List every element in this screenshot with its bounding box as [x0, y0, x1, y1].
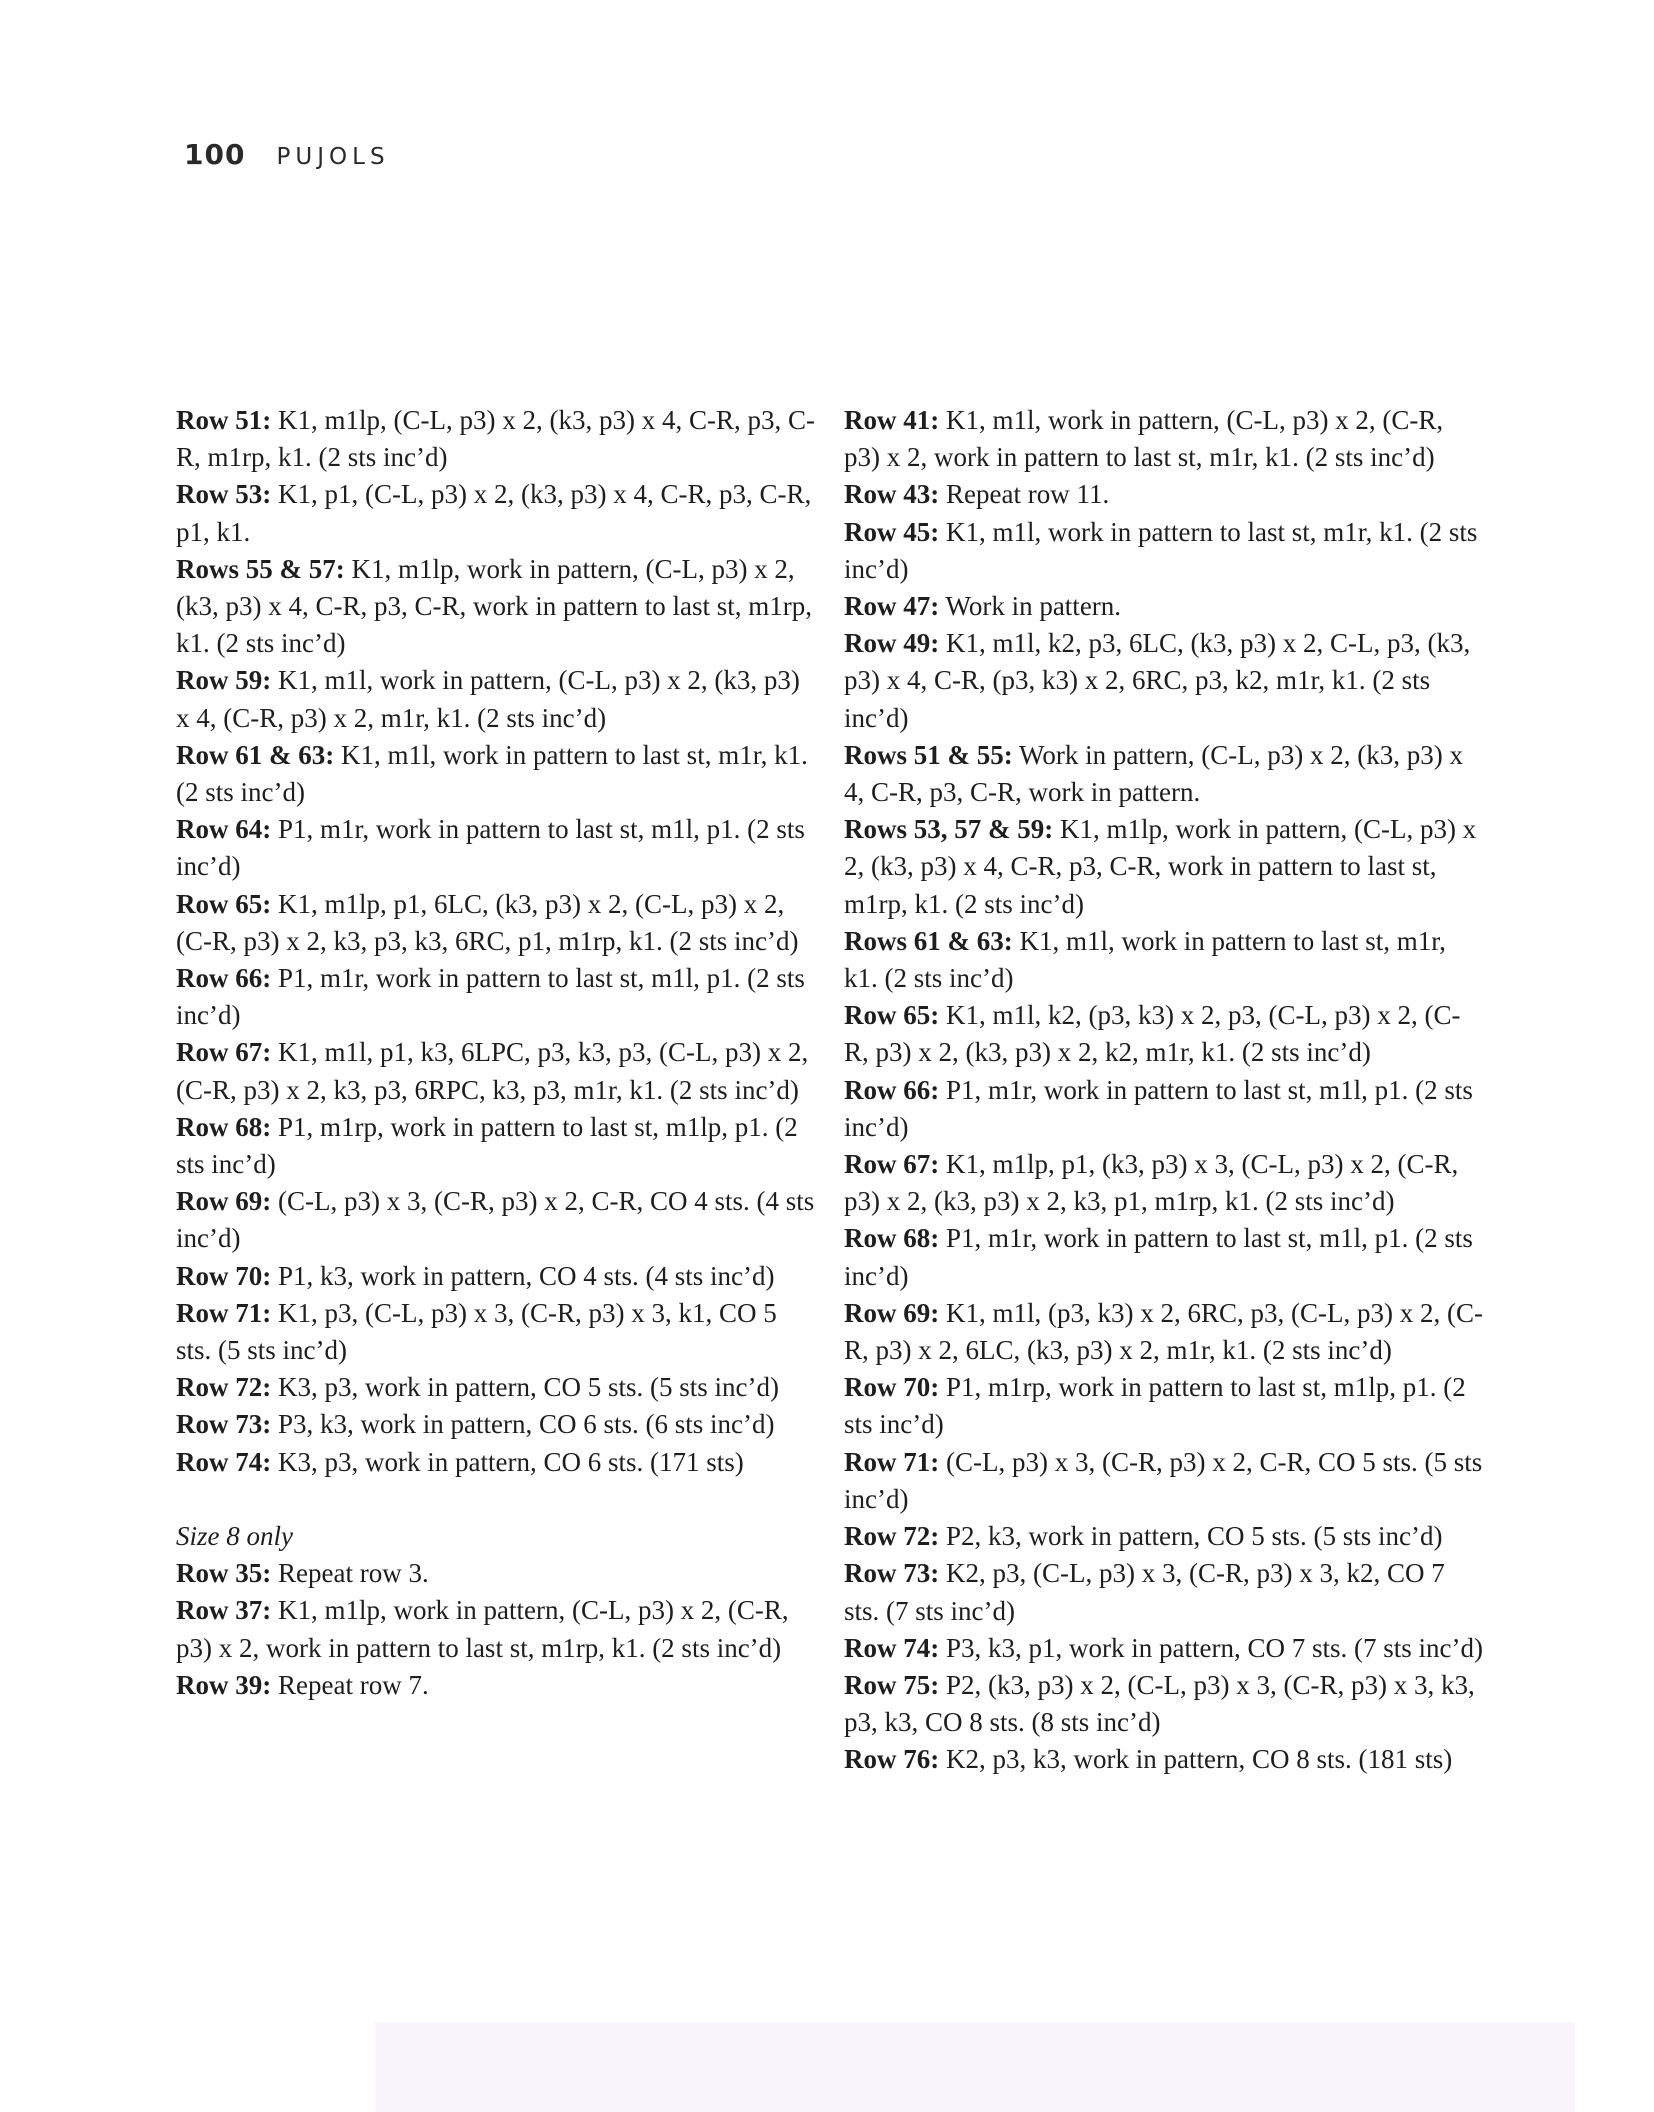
row-instruction: K2, p3, (C-L, p3) x 3, (C-R, p3) x 3, k2, CO 7 sts. (7 sts inc’d) [844, 1558, 1445, 1626]
row-label: Row 73: [844, 1558, 940, 1589]
instruction-row [176, 737, 816, 811]
row-instruction: K1, m1l, (p3, k3) x 2, 6RC, p3, (C-L, p3) x 2, (C-R, p3) x 2, 6LC, (k3, p3) x 2, m1r, k1. (2 sts inc’d) [844, 1297, 1483, 1366]
row-label: Row 39: [176, 1669, 272, 1700]
instruction-row [844, 997, 1484, 1071]
row-instruction: P1, m1r, work in pattern to last st, m1l, p1. (2 sts inc’d) [844, 1074, 1473, 1142]
size-entries [176, 1555, 816, 1704]
row-label: Rows 55 & 57: [176, 553, 345, 584]
row-instruction: K1, p3, (C-L, p3) x 3, (C-R, p3) x 3, k1, CO 5 sts. (5 sts inc’d) [176, 1297, 777, 1366]
instruction-row [176, 960, 816, 1034]
row-instruction: K1, m1lp, p1, 6LC, (k3, p3) x 2, (C-L, p3) x 2, (C-R, p3) x 2, k3, p3, k3, 6RC, p1, m1rp, k1. (2 sts inc’d) [176, 888, 799, 956]
row-label: Rows 51 & 55: [844, 739, 1013, 770]
page-header [184, 138, 390, 171]
row-instruction: K1, m1lp, work in pattern, (C-L, p3) x 2, (C-R, p3) x 2, work in pattern to last st, m1rp, k1. (2 sts inc’d) [176, 1595, 789, 1663]
row-label: Row 64: [176, 814, 272, 845]
page-number: 100 [184, 138, 246, 171]
row-label: Row 69: [844, 1297, 940, 1328]
instruction-row [176, 551, 816, 663]
row-instruction: K1, p1, (C-L, p3) x 2, (k3, p3) x 4, C-R, p3, C-R, p1, k1. [176, 479, 812, 547]
row-label: Row 65: [844, 1000, 940, 1031]
running-title: PUJOLS [276, 144, 390, 170]
row-instruction: K1, m1l, work in pattern to last st, m1r, k1. (2 sts inc’d) [844, 516, 1478, 584]
row-instruction: P3, k3, p1, work in pattern, CO 7 sts. (7 sts inc’d) [939, 1632, 1483, 1663]
instruction-row [844, 625, 1484, 737]
row-instruction: K2, p3, k3, work in pattern, CO 8 sts. (181 sts) [939, 1744, 1453, 1775]
instruction-row [844, 514, 1484, 588]
instruction-row [176, 1592, 816, 1666]
row-label: Row 65: [176, 888, 272, 919]
row-instruction: P2, k3, work in pattern, CO 5 sts. (5 sts inc’d) [939, 1521, 1443, 1552]
instruction-row [844, 1072, 1484, 1146]
size-heading: Size 8 only [176, 1520, 293, 1551]
row-instruction: P3, k3, work in pattern, CO 6 sts. (6 sts inc’d) [271, 1409, 775, 1440]
row-instruction: K1, m1l, k2, p3, 6LC, (k3, p3) x 2, C-L, p3, (k3, p3) x 4, C-R, (p3, k3) x 2, 6RC, p3, k2, m1r, k1. (2 sts inc’d) [844, 628, 1471, 733]
row-label: Row 67: [844, 1149, 940, 1180]
row-label: Row 71: [844, 1446, 940, 1477]
row-instruction: Work in pattern. [939, 591, 1122, 622]
row-instruction: P2, (k3, p3) x 2, (C-L, p3) x 3, (C-R, p3) x 3, k3, p3, k3, CO 8 sts. (8 sts inc’d) [844, 1669, 1475, 1738]
instruction-row [176, 1034, 816, 1108]
instruction-row [844, 1741, 1484, 1778]
instruction-row [176, 1109, 816, 1183]
row-label: Row 70: [844, 1372, 940, 1403]
instruction-row [844, 1667, 1484, 1741]
row-label: Row 53: [176, 479, 272, 510]
instruction-row [844, 402, 1484, 476]
row-label: Row 76: [844, 1744, 940, 1775]
instruction-row [176, 1258, 816, 1295]
instruction-row [844, 476, 1484, 513]
instruction-row [844, 1146, 1484, 1220]
row-label: Row 61 & 63: [176, 739, 335, 770]
row-instruction: K1, m1l, work in pattern to last st, m1r, k1. (2 sts inc’d) [844, 925, 1446, 994]
row-label: Row 69: [176, 1186, 272, 1217]
row-label: Row 68: [844, 1223, 940, 1254]
left-column [176, 402, 816, 1704]
row-instruction: K3, p3, work in pattern, CO 6 sts. (171 sts) [271, 1446, 744, 1477]
row-instruction: (C-L, p3) x 3, (C-R, p3) x 2, C-R, CO 5 sts. (5 sts inc’d) [844, 1446, 1483, 1514]
row-label: Row 37: [176, 1595, 272, 1626]
row-label: Row 35: [176, 1558, 272, 1589]
row-label: Row 43: [844, 479, 940, 510]
instruction-row [844, 1295, 1484, 1369]
instruction-row [844, 1369, 1484, 1443]
instruction-row [176, 476, 816, 550]
row-instruction: K1, m1l, work in pattern, (C-L, p3) x 2, (C-R, p3) x 2, work in pattern to last st, m1r, k1. (2 sts inc’d) [844, 405, 1444, 473]
row-label: Row 45: [844, 516, 940, 547]
row-label: Row 74: [844, 1632, 940, 1663]
row-instruction: Repeat row 7. [271, 1669, 429, 1700]
row-label: Rows 53, 57 & 59: [844, 814, 1054, 845]
instruction-row [176, 1444, 816, 1481]
row-instruction: K3, p3, work in pattern, CO 5 sts. (5 sts inc’d) [271, 1372, 779, 1403]
row-instruction: Repeat row 11. [939, 479, 1110, 510]
row-label: Row 70: [176, 1260, 272, 1291]
row-label: Row 75: [844, 1669, 940, 1700]
instruction-row [176, 811, 816, 885]
row-label: Row 47: [844, 591, 940, 622]
row-instruction: P1, m1rp, work in pattern to last st, m1lp, p1. (2 sts inc’d) [844, 1372, 1466, 1440]
instruction-row [844, 1630, 1484, 1667]
row-instruction: P1, m1r, work in pattern to last st, m1l, p1. (2 sts inc’d) [176, 814, 805, 882]
instruction-row [176, 886, 816, 960]
right-column [844, 402, 1484, 1779]
row-label: Row 66: [844, 1074, 940, 1105]
row-instruction: K1, m1l, work in pattern to last st, m1r, k1. (2 sts inc’d) [176, 739, 808, 808]
instruction-row [176, 662, 816, 736]
decorative-tint-block [375, 2022, 1575, 2112]
instruction-row [176, 1555, 816, 1592]
row-label: Row 72: [844, 1521, 940, 1552]
row-label: Row 73: [176, 1409, 272, 1440]
instruction-row [844, 923, 1484, 997]
row-instruction: P1, m1rp, work in pattern to last st, m1lp, p1. (2 sts inc’d) [176, 1111, 798, 1180]
row-label: Row 68: [176, 1111, 272, 1142]
instruction-row [844, 811, 1484, 923]
row-label: Row 49: [844, 628, 940, 659]
row-label: Row 71: [176, 1297, 272, 1328]
instruction-row [844, 1444, 1484, 1518]
row-instruction: Work in pattern, (C-L, p3) x 2, (k3, p3) x 4, C-R, p3, C-R, work in pattern. [844, 739, 1463, 808]
instruction-row [844, 1220, 1484, 1294]
instruction-row [176, 1295, 816, 1369]
instruction-row [176, 402, 816, 476]
instruction-row [844, 1555, 1484, 1629]
instruction-row [176, 1406, 816, 1443]
row-label: Row 72: [176, 1372, 272, 1403]
row-instruction: P1, m1r, work in pattern to last st, m1l, p1. (2 sts inc’d) [844, 1223, 1473, 1291]
instruction-row [844, 588, 1484, 625]
row-label: Row 51: [176, 405, 272, 435]
row-label: Row 66: [176, 963, 272, 994]
instruction-row [844, 1518, 1484, 1555]
row-instruction: P1, k3, work in pattern, CO 4 sts. (4 sts inc’d) [271, 1260, 775, 1291]
row-label: Row 59: [176, 665, 272, 696]
row-instruction: Repeat row 3. [271, 1558, 429, 1589]
row-label: Rows 61 & 63: [844, 925, 1013, 956]
instruction-row [176, 1183, 816, 1257]
row-label: Row 41: [844, 405, 940, 435]
instruction-row [176, 1369, 816, 1406]
row-instruction: K1, m1lp, p1, (k3, p3) x 3, (C-L, p3) x 2, (C-R, p3) x 2, (k3, p3) x 2, k3, p1, m1rp, k1. (2 sts inc’d) [844, 1149, 1459, 1217]
row-instruction: (C-L, p3) x 3, (C-R, p3) x 2, C-R, CO 4 sts. (4 sts inc’d) [176, 1186, 815, 1254]
row-instruction: K1, m1l, k2, (p3, k3) x 2, p3, (C-L, p3) x 2, (C-R, p3) x 2, (k3, p3) x 2, k2, m1r, k1. (2 sts inc’d) [844, 1000, 1461, 1068]
row-label: Row 74: [176, 1446, 272, 1477]
instruction-row [176, 1667, 816, 1704]
row-instruction: K1, m1lp, work in pattern, (C-L, p3) x 2, (k3, p3) x 4, C-R, p3, C-R, work in pattern to last st, m1rp, k1. (2 sts inc’d) [176, 553, 812, 659]
row-instruction: K1, m1l, work in pattern, (C-L, p3) x 2, (k3, p3) x 4, (C-R, p3) x 2, m1r, k1. (2 sts inc’d) [176, 665, 800, 733]
row-instruction: K1, m1lp, work in pattern, (C-L, p3) x 2, (k3, p3) x 4, C-R, p3, C-R, work in pattern to last st, m1rp, k1. (2 sts inc’d) [844, 814, 1477, 919]
left-entries [176, 402, 816, 1481]
row-instruction: K1, m1lp, (C-L, p3) x 2, (k3, p3) x 4, C-R, p3, C-R, m1rp, k1. (2 sts inc’d) [176, 405, 815, 473]
right-entries [844, 402, 1484, 1779]
row-instruction: P1, m1r, work in pattern to last st, m1l, p1. (2 sts inc’d) [176, 963, 805, 1031]
row-instruction: K1, m1l, p1, k3, 6LPC, p3, k3, p3, (C-L, p3) x 2, (C-R, p3) x 2, k3, p3, 6RPC, k3, p3, m1r, k1. (2 sts inc’d) [176, 1037, 809, 1105]
row-label: Row 67: [176, 1037, 272, 1068]
instruction-row [844, 737, 1484, 811]
